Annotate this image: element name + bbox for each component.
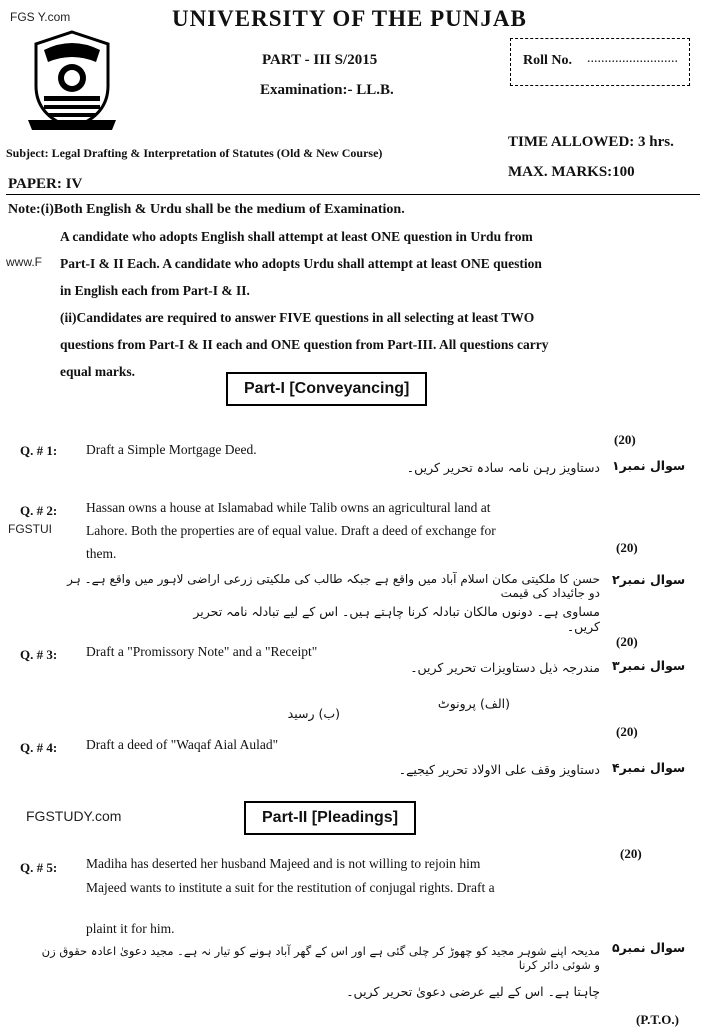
subject-label: Subject: Legal Drafting & Interpretation of Statutes (Old & New Course) bbox=[6, 146, 383, 160]
university-logo bbox=[22, 28, 122, 133]
note-line-3: Part-I & II Each. A candidate who adopts Urdu shall attempt at least ONE question bbox=[60, 256, 542, 271]
q5-urdu-label: سوال نمبر۵ bbox=[612, 940, 686, 955]
exam-label: Examination:- LL.B. bbox=[260, 82, 394, 98]
q1-urdu-label: سوال نمبر۱ bbox=[612, 458, 686, 473]
q3-text: Draft a "Promissory Note" and a "Receipt" bbox=[86, 644, 318, 659]
q4-marks: (20) bbox=[616, 724, 638, 739]
paper-label: PAPER: IV bbox=[8, 176, 83, 192]
note-line-7: equal marks. bbox=[60, 364, 136, 379]
roll-blank: .......................... bbox=[587, 51, 678, 66]
part-1-heading: Part-I [Conveyancing] bbox=[226, 372, 427, 406]
part-label: PART - III S/2015 bbox=[262, 52, 378, 68]
q4-urdu-label: سوال نمبر۴ bbox=[612, 760, 686, 775]
q5-text-line-2: Majeed wants to institute a suit for the restitution of conjugal rights. Draft a bbox=[86, 880, 495, 895]
q5-urdu-line-1: مدیحہ اپنے شوہر مجید کو چھوڑ کر چلی گئی ہے اور اس کے گھر آباد ہونے کو تیار نہ ہے۔ مجید دعویٰ اعادہ حقوق زن و شوئی دائر کرنا bbox=[41, 944, 600, 972]
note-line-6: questions from Part-I & II each and ONE question from Part-III. All questions carry bbox=[60, 337, 549, 352]
q3-urdu-label: سوال نمبر۳ bbox=[612, 658, 686, 673]
q2-text-line-2: Lahore. Both the properties are of equal value. Draft a deed of exchange for bbox=[86, 523, 496, 538]
note-line-1: Note:(i)Both English & Urdu shall be the medium of Examination. bbox=[8, 202, 405, 217]
university-name: UNIVERSITY OF THE PUNJAB bbox=[172, 6, 527, 31]
q1-marks: (20) bbox=[614, 432, 636, 447]
header-divider bbox=[6, 194, 700, 195]
q4-number: Q. # 4: bbox=[20, 740, 58, 755]
q5-number: Q. # 5: bbox=[20, 860, 58, 875]
note-line-5: (ii)Candidates are required to answer FIVE questions in all selecting at least TWO bbox=[60, 310, 535, 325]
q5-marks: (20) bbox=[620, 846, 642, 861]
roll-number-box bbox=[510, 38, 690, 86]
note-line-4: in English each from Part-I & II. bbox=[60, 283, 250, 298]
q3-urdu-option-b: (ب) رسید bbox=[287, 706, 340, 721]
roll-label: Roll No. bbox=[523, 53, 572, 68]
q2-number: Q. # 2: bbox=[20, 503, 58, 518]
q3-number: Q. # 3: bbox=[20, 647, 58, 662]
q2-marks: (20) bbox=[616, 540, 638, 555]
q3-urdu-text: مندرجہ ذیل دستاویزات تحریر کریں۔ bbox=[410, 660, 600, 675]
watermark-bottom: FGSTUDY.com bbox=[26, 808, 122, 824]
pto-label: (P.T.O.) bbox=[636, 1012, 679, 1027]
q2-urdu-line-1: حسن کا ملکیتی مکان اسلام آباد میں واقع ہے جبکہ طالب کی ملکیتی زرعی اراضی لاہور میں واقع ہے۔ ہر دو جائیداد کی قیمت bbox=[67, 572, 600, 600]
q2-text-line-1: Hassan owns a house at Islamabad while Talib owns an agricultural land at bbox=[86, 500, 491, 515]
q1-text: Draft a Simple Mortgage Deed. bbox=[86, 442, 257, 457]
q5-text-line-3: plaint it for him. bbox=[86, 921, 175, 936]
q1-number: Q. # 1: bbox=[20, 443, 58, 458]
watermark-left-2: FGSTUI bbox=[8, 522, 52, 536]
q5-text-line-1: Madiha has deserted her husband Majeed and is not willing to rejoin him bbox=[86, 856, 481, 871]
watermark-top: FGS Y.com bbox=[10, 10, 71, 24]
max-marks: MAX. MARKS:100 bbox=[508, 164, 635, 180]
q4-text: Draft a deed of "Waqaf Aial Aulad" bbox=[86, 737, 279, 752]
q2-urdu-label: سوال نمبر۲ bbox=[612, 572, 686, 587]
watermark-left-1: www.F bbox=[6, 255, 42, 269]
q5-urdu-line-2: چاہتا ہے۔ اس کے لیے عرضی دعویٰ تحریر کریں۔ bbox=[346, 984, 600, 999]
q3-urdu-option-a: (الف) پرونوٹ bbox=[437, 696, 510, 711]
q3-marks: (20) bbox=[616, 634, 638, 649]
q2-text-line-3: them. bbox=[86, 546, 117, 561]
q4-urdu-text: دستاویز وقف علی الاولاد تحریر کیجیے۔ bbox=[398, 762, 600, 777]
part-2-heading: Part-II [Pleadings] bbox=[244, 801, 416, 835]
time-allowed: TIME ALLOWED: 3 hrs. bbox=[508, 134, 674, 150]
note-line-2: A candidate who adopts English shall attempt at least ONE question in Urdu from bbox=[60, 229, 533, 244]
q1-urdu-text: دستاویز رہن نامہ سادہ تحریر کریں۔ bbox=[406, 460, 600, 475]
q2-urdu-line-2: مساوی ہے۔ دونوں مالکان تبادلہ کرنا چاہتے ہیں۔ اس کے لیے تبادلہ نامہ تحریر کریں۔ bbox=[193, 604, 600, 634]
